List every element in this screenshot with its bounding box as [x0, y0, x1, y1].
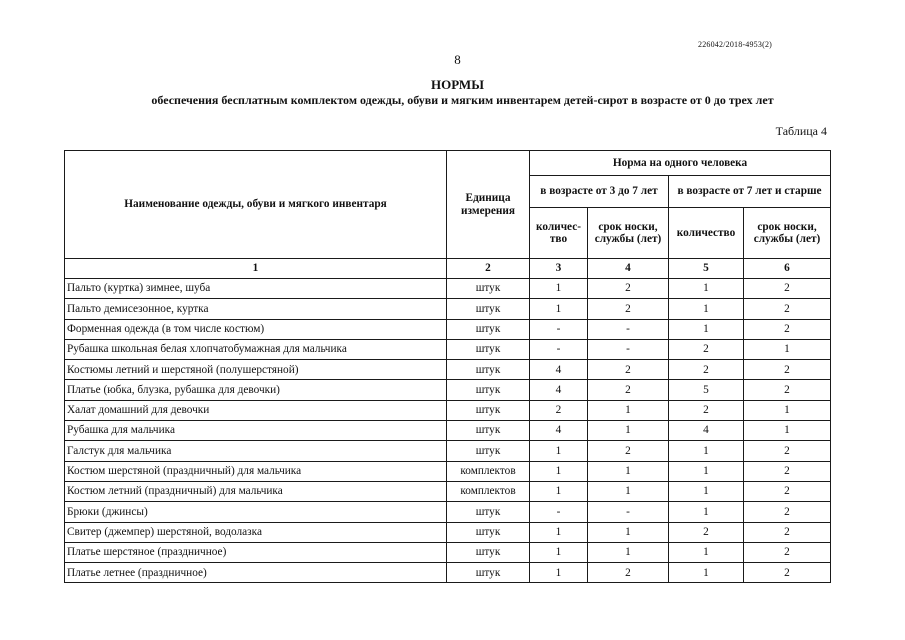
item-qty-1: - [530, 339, 588, 359]
item-unit: штук [447, 360, 530, 380]
item-qty-1: - [530, 319, 588, 339]
item-qty-1: 4 [530, 421, 588, 441]
item-qty-2: 1 [669, 563, 744, 583]
item-qty-2: 2 [669, 522, 744, 542]
table-row [65, 522, 831, 542]
item-qty-1: 1 [530, 441, 588, 461]
item-qty-2: 2 [669, 360, 744, 380]
item-name: Форменная одежда (в том числе костюм) [65, 319, 447, 339]
item-term-2: 2 [744, 299, 831, 319]
item-term-2: 2 [744, 522, 831, 542]
item-term-2: 2 [744, 441, 831, 461]
item-term-2: 2 [744, 360, 831, 380]
header-qty-1: количес-тво [530, 208, 588, 259]
item-unit: комплектов [447, 461, 530, 481]
table-row [65, 542, 831, 562]
item-term-1: 2 [588, 279, 669, 299]
item-term-2: 1 [744, 421, 831, 441]
item-term-2: 1 [744, 400, 831, 420]
item-unit: штук [447, 319, 530, 339]
item-name: Галстук для мальчика [65, 441, 447, 461]
item-qty-2: 5 [669, 380, 744, 400]
item-term-1: 1 [588, 522, 669, 542]
item-term-2: 2 [744, 502, 831, 522]
item-qty-1: 1 [530, 279, 588, 299]
item-unit: штук [447, 299, 530, 319]
item-qty-1: 1 [530, 542, 588, 562]
item-unit: штук [447, 380, 530, 400]
item-qty-2: 4 [669, 421, 744, 441]
item-unit: комплектов [447, 481, 530, 501]
item-name: Платье шерстяное (праздничное) [65, 542, 447, 562]
table-row [65, 481, 831, 501]
item-name: Платье (юбка, блузка, рубашка для девочки) [65, 380, 447, 400]
item-term-1: 1 [588, 400, 669, 420]
item-unit: штук [447, 421, 530, 441]
item-term-2: 1 [744, 339, 831, 359]
col-number: 2 [447, 259, 530, 279]
header-age-group-2: в возрасте от 7 лет и старше [669, 176, 831, 208]
item-term-1: - [588, 319, 669, 339]
item-qty-1: 1 [530, 522, 588, 542]
item-qty-2: 2 [669, 339, 744, 359]
item-term-1: 2 [588, 360, 669, 380]
col-number: 3 [530, 259, 588, 279]
table-row [65, 339, 831, 359]
item-qty-2: 1 [669, 299, 744, 319]
item-qty-2: 1 [669, 279, 744, 299]
table-row [65, 380, 831, 400]
table-row [65, 421, 831, 441]
table-row [65, 279, 831, 299]
header-age-group-1: в возрасте от 3 до 7 лет [530, 176, 669, 208]
header-term-1: срок носки, службы (лет) [588, 208, 669, 259]
col-number: 5 [669, 259, 744, 279]
item-name: Халат домашний для девочки [65, 400, 447, 420]
table-row [65, 502, 831, 522]
item-term-1: - [588, 339, 669, 359]
table-caption: Таблица 4 [775, 124, 827, 138]
header-norm: Норма на одного человека [530, 151, 831, 176]
col-number: 1 [65, 259, 447, 279]
item-qty-2: 1 [669, 461, 744, 481]
table-row [65, 299, 831, 319]
item-unit: штук [447, 279, 530, 299]
item-term-1: 2 [588, 380, 669, 400]
item-qty-2: 1 [669, 542, 744, 562]
header-qty-2: количество [669, 208, 744, 259]
table-row [65, 461, 831, 481]
header-name-column: Наименование одежды, обуви и мягкого инвентаря [65, 151, 447, 259]
item-term-2: 2 [744, 279, 831, 299]
item-unit: штук [447, 339, 530, 359]
item-term-1: - [588, 502, 669, 522]
header-unit-column: Единица измерения [447, 151, 530, 259]
item-term-2: 2 [744, 461, 831, 481]
item-name: Костюм шерстяной (праздничный) для мальчика [65, 461, 447, 481]
item-unit: штук [447, 563, 530, 583]
item-term-1: 1 [588, 481, 669, 501]
table-row [65, 441, 831, 461]
norms-table [64, 150, 831, 583]
item-term-1: 1 [588, 542, 669, 562]
table-row [65, 319, 831, 339]
item-qty-1: 1 [530, 299, 588, 319]
table-row [65, 400, 831, 420]
page-number: 8 [454, 52, 461, 67]
item-unit: штук [447, 542, 530, 562]
item-unit: штук [447, 522, 530, 542]
item-name: Свитер (джемпер) шерстяной, водолазка [65, 522, 447, 542]
header-term-2: срок носки, службы (лет) [744, 208, 831, 259]
item-name: Брюки (джинсы) [65, 502, 447, 522]
table-body [65, 279, 831, 583]
item-qty-1: 1 [530, 563, 588, 583]
item-term-2: 2 [744, 563, 831, 583]
item-unit: штук [447, 400, 530, 420]
item-term-1: 1 [588, 461, 669, 481]
item-qty-2: 1 [669, 319, 744, 339]
item-qty-2: 2 [669, 400, 744, 420]
item-qty-2: 1 [669, 502, 744, 522]
item-qty-1: 1 [530, 481, 588, 501]
item-term-1: 2 [588, 441, 669, 461]
item-name: Костюмы летний и шерстяной (полушерстяной) [65, 360, 447, 380]
table-row [65, 563, 831, 583]
item-qty-1: - [530, 502, 588, 522]
item-term-1: 2 [588, 299, 669, 319]
item-term-1: 2 [588, 563, 669, 583]
item-name: Пальто (куртка) зимнее, шуба [65, 279, 447, 299]
table-row [65, 360, 831, 380]
item-unit: штук [447, 441, 530, 461]
document-id: 226042/2018-4953(2) [698, 40, 773, 49]
item-qty-2: 1 [669, 441, 744, 461]
item-qty-1: 1 [530, 461, 588, 481]
col-number: 6 [744, 259, 831, 279]
page-title: НОРМЫ [431, 77, 484, 92]
item-qty-1: 2 [530, 400, 588, 420]
page-subtitle: обеспечения бесплатным комплектом одежды, обуви и мягким инвентарем детей-сирот в возрасте от 0 до трех лет [151, 93, 774, 107]
col-number: 4 [588, 259, 669, 279]
item-unit: штук [447, 502, 530, 522]
item-qty-1: 4 [530, 380, 588, 400]
item-name: Костюм летний (праздничный) для мальчика [65, 481, 447, 501]
item-qty-2: 1 [669, 481, 744, 501]
item-qty-1: 4 [530, 360, 588, 380]
item-term-2: 2 [744, 319, 831, 339]
item-name: Платье летнее (праздничное) [65, 563, 447, 583]
item-name: Рубашка школьная белая хлопчатобумажная для мальчика [65, 339, 447, 359]
item-term-2: 2 [744, 542, 831, 562]
item-name: Рубашка для мальчика [65, 421, 447, 441]
item-name: Пальто демисезонное, куртка [65, 299, 447, 319]
item-term-2: 2 [744, 481, 831, 501]
item-term-1: 1 [588, 421, 669, 441]
item-term-2: 2 [744, 380, 831, 400]
